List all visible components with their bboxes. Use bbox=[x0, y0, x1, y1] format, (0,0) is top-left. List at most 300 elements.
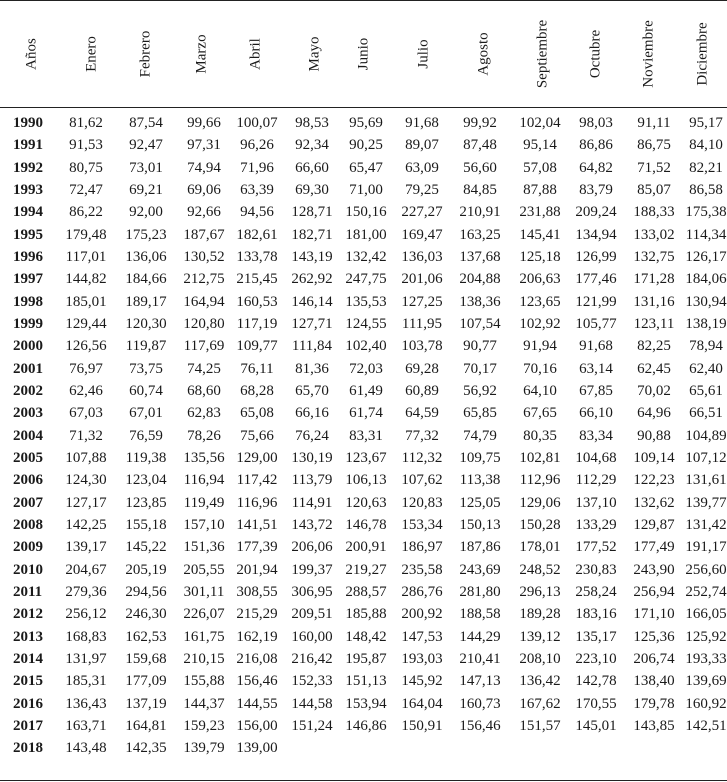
value-cell: 65,61 bbox=[689, 382, 723, 399]
table-row bbox=[0, 201, 727, 223]
value-cell: 201,06 bbox=[401, 271, 443, 288]
value-cell: 130,52 bbox=[183, 248, 225, 265]
value-cell: 74,94 bbox=[187, 159, 221, 176]
value-cell: 169,47 bbox=[401, 226, 443, 243]
value-cell: 150,28 bbox=[519, 516, 561, 533]
value-cell: 301,11 bbox=[183, 583, 225, 600]
value-cell: 139,77 bbox=[685, 494, 727, 511]
value-cell: 138,19 bbox=[685, 315, 727, 332]
column-header bbox=[523, 1, 563, 107]
value-cell: 77,32 bbox=[405, 427, 439, 444]
value-cell: 137,68 bbox=[459, 248, 501, 265]
column-header bbox=[629, 1, 669, 107]
year-cell: 1999 bbox=[13, 315, 43, 332]
value-cell: 139,79 bbox=[183, 740, 225, 757]
column-header bbox=[72, 1, 112, 107]
value-cell: 208,10 bbox=[519, 650, 561, 667]
value-cell: 195,87 bbox=[345, 650, 387, 667]
column-header bbox=[126, 1, 166, 107]
value-cell: 230,83 bbox=[575, 561, 617, 578]
value-cell: 82,21 bbox=[689, 159, 723, 176]
value-cell: 62,83 bbox=[187, 405, 221, 422]
value-cell: 81,36 bbox=[295, 360, 329, 377]
year-cell: 2007 bbox=[13, 494, 43, 511]
value-cell: 109,14 bbox=[633, 449, 675, 466]
value-cell: 143,85 bbox=[633, 717, 675, 734]
value-cell: 162,53 bbox=[125, 628, 167, 645]
column-header-label: Noviembre bbox=[640, 20, 657, 88]
column-header bbox=[295, 1, 335, 107]
value-cell: 133,78 bbox=[236, 248, 278, 265]
value-cell: 107,88 bbox=[65, 449, 107, 466]
value-cell: 281,80 bbox=[459, 583, 501, 600]
value-cell: 69,06 bbox=[187, 181, 221, 198]
value-cell: 150,13 bbox=[459, 516, 501, 533]
value-cell: 186,97 bbox=[401, 539, 443, 556]
value-cell: 109,75 bbox=[459, 449, 501, 466]
value-cell: 86,86 bbox=[579, 137, 613, 154]
value-cell: 171,28 bbox=[633, 271, 675, 288]
value-cell: 91,94 bbox=[523, 338, 557, 355]
table-row bbox=[0, 581, 727, 603]
value-cell: 141,51 bbox=[236, 516, 278, 533]
value-cell: 160,92 bbox=[685, 695, 727, 712]
value-cell: 204,88 bbox=[459, 271, 501, 288]
value-cell: 123,85 bbox=[125, 494, 167, 511]
value-cell: 288,57 bbox=[345, 583, 387, 600]
year-cell: 1991 bbox=[13, 137, 43, 154]
value-cell: 61,74 bbox=[349, 405, 383, 422]
value-cell: 76,59 bbox=[129, 427, 163, 444]
value-cell: 147,53 bbox=[401, 628, 443, 645]
value-cell: 145,01 bbox=[575, 717, 617, 734]
value-cell: 71,96 bbox=[240, 159, 274, 176]
value-cell: 73,75 bbox=[129, 360, 163, 377]
value-cell: 64,96 bbox=[637, 405, 671, 422]
value-cell: 126,56 bbox=[65, 338, 107, 355]
value-cell: 100,07 bbox=[236, 115, 278, 131]
value-cell: 70,16 bbox=[523, 360, 557, 377]
year-cell: 2000 bbox=[13, 338, 43, 355]
value-cell: 150,91 bbox=[401, 717, 443, 734]
column-header-label: Septiembre bbox=[534, 19, 551, 89]
year-cell: 2003 bbox=[13, 405, 43, 422]
value-cell: 72,47 bbox=[69, 181, 103, 198]
value-cell: 308,55 bbox=[236, 583, 278, 600]
year-cell: 2012 bbox=[13, 606, 43, 623]
value-cell: 61,49 bbox=[349, 382, 383, 399]
table-row bbox=[0, 179, 727, 201]
value-cell: 226,07 bbox=[183, 606, 225, 623]
value-cell: 126,17 bbox=[685, 248, 727, 265]
value-cell: 170,55 bbox=[575, 695, 617, 712]
value-cell: 64,59 bbox=[405, 405, 439, 422]
value-cell: 168,83 bbox=[65, 628, 107, 645]
value-cell: 112,32 bbox=[401, 449, 443, 466]
value-cell: 65,70 bbox=[295, 382, 329, 399]
column-header bbox=[404, 1, 444, 107]
value-cell: 151,57 bbox=[519, 717, 561, 734]
value-cell: 185,88 bbox=[345, 606, 387, 623]
value-cell: 146,78 bbox=[345, 516, 387, 533]
value-cell: 125,92 bbox=[685, 628, 727, 645]
table-row bbox=[0, 291, 727, 313]
value-cell: 134,94 bbox=[575, 226, 617, 243]
value-cell: 99,92 bbox=[463, 115, 497, 131]
value-cell: 210,15 bbox=[183, 650, 225, 667]
value-cell: 125,05 bbox=[459, 494, 501, 511]
value-cell: 142,25 bbox=[65, 516, 107, 533]
value-cell: 193,03 bbox=[401, 650, 443, 667]
table-row bbox=[0, 715, 727, 737]
value-cell: 74,79 bbox=[463, 427, 497, 444]
column-header-label: Agosto bbox=[475, 32, 492, 76]
value-cell: 200,92 bbox=[401, 606, 443, 623]
value-cell: 177,52 bbox=[575, 539, 617, 556]
value-cell: 206,63 bbox=[519, 271, 561, 288]
year-cell: 2009 bbox=[13, 539, 43, 556]
value-cell: 142,51 bbox=[685, 717, 727, 734]
value-cell: 143,19 bbox=[291, 248, 333, 265]
value-cell: 184,06 bbox=[685, 271, 727, 288]
value-cell: 177,49 bbox=[633, 539, 675, 556]
value-cell: 98,53 bbox=[295, 115, 329, 131]
value-cell: 131,42 bbox=[685, 516, 727, 533]
column-header bbox=[344, 1, 384, 107]
column-header bbox=[12, 1, 52, 107]
value-cell: 64,10 bbox=[523, 382, 557, 399]
table-row bbox=[0, 626, 727, 648]
value-cell: 175,23 bbox=[125, 226, 167, 243]
value-cell: 205,55 bbox=[183, 561, 225, 578]
table-row bbox=[0, 402, 727, 424]
value-cell: 243,90 bbox=[633, 561, 675, 578]
value-cell: 120,30 bbox=[125, 315, 167, 332]
value-cell: 188,33 bbox=[633, 204, 675, 221]
value-cell: 167,62 bbox=[519, 695, 561, 712]
value-cell: 142,78 bbox=[575, 673, 617, 690]
value-cell: 131,97 bbox=[65, 650, 107, 667]
value-cell: 60,74 bbox=[129, 382, 163, 399]
value-cell: 152,33 bbox=[291, 673, 333, 690]
value-cell: 137,19 bbox=[125, 695, 167, 712]
value-cell: 179,78 bbox=[633, 695, 675, 712]
value-cell: 200,91 bbox=[345, 539, 387, 556]
column-header-label: Enero bbox=[83, 36, 100, 72]
value-cell: 210,91 bbox=[459, 204, 501, 221]
value-cell: 142,35 bbox=[125, 740, 167, 757]
value-cell: 136,06 bbox=[125, 248, 167, 265]
value-cell: 69,28 bbox=[405, 360, 439, 377]
year-cell: 2013 bbox=[13, 628, 43, 645]
value-cell: 160,00 bbox=[291, 628, 333, 645]
value-cell: 120,80 bbox=[183, 315, 225, 332]
value-cell: 171,10 bbox=[633, 606, 675, 623]
value-cell: 187,67 bbox=[183, 226, 225, 243]
value-cell: 127,25 bbox=[401, 293, 443, 310]
value-cell: 131,16 bbox=[633, 293, 675, 310]
value-cell: 67,85 bbox=[579, 382, 613, 399]
value-cell: 209,51 bbox=[291, 606, 333, 623]
value-cell: 97,31 bbox=[187, 137, 221, 154]
value-cell: 132,62 bbox=[633, 494, 675, 511]
year-cell: 1997 bbox=[13, 271, 43, 288]
value-cell: 91,11 bbox=[637, 115, 671, 131]
value-cell: 70,17 bbox=[463, 360, 497, 377]
value-cell: 119,87 bbox=[125, 338, 167, 355]
value-cell: 256,60 bbox=[685, 561, 727, 578]
value-cell: 128,71 bbox=[291, 204, 333, 221]
value-cell: 133,29 bbox=[575, 516, 617, 533]
value-cell: 69,21 bbox=[129, 181, 163, 198]
value-cell: 104,68 bbox=[575, 449, 617, 466]
value-cell: 132,42 bbox=[345, 248, 387, 265]
table-row bbox=[0, 224, 727, 246]
value-cell: 161,75 bbox=[183, 628, 225, 645]
value-cell: 116,96 bbox=[236, 494, 278, 511]
value-cell: 66,16 bbox=[295, 405, 329, 422]
value-cell: 135,17 bbox=[575, 628, 617, 645]
value-cell: 150,16 bbox=[345, 204, 387, 221]
value-cell: 89,07 bbox=[405, 137, 439, 154]
value-cell: 212,75 bbox=[183, 271, 225, 288]
value-cell: 162,19 bbox=[236, 628, 278, 645]
value-cell: 130,94 bbox=[685, 293, 727, 310]
value-cell: 219,27 bbox=[345, 561, 387, 578]
value-cell: 209,24 bbox=[575, 204, 617, 221]
value-cell: 102,40 bbox=[345, 338, 387, 355]
table-row bbox=[0, 514, 727, 536]
value-cell: 79,25 bbox=[405, 181, 439, 198]
value-cell: 62,45 bbox=[637, 360, 671, 377]
year-cell: 2002 bbox=[13, 382, 43, 399]
column-header-label: Febrero bbox=[137, 30, 154, 78]
value-cell: 123,65 bbox=[519, 293, 561, 310]
value-cell: 91,68 bbox=[579, 338, 613, 355]
value-cell: 193,33 bbox=[685, 650, 727, 667]
value-cell: 306,95 bbox=[291, 583, 333, 600]
value-cell: 166,05 bbox=[685, 606, 727, 623]
value-cell: 95,69 bbox=[349, 115, 383, 131]
value-cell: 133,02 bbox=[633, 226, 675, 243]
table-row bbox=[0, 469, 727, 491]
value-cell: 201,94 bbox=[236, 561, 278, 578]
value-cell: 80,35 bbox=[523, 427, 557, 444]
value-cell: 262,92 bbox=[291, 271, 333, 288]
value-cell: 66,10 bbox=[579, 405, 613, 422]
value-cell: 144,58 bbox=[291, 695, 333, 712]
value-cell: 235,58 bbox=[401, 561, 443, 578]
value-cell: 188,58 bbox=[459, 606, 501, 623]
value-cell: 75,66 bbox=[240, 427, 274, 444]
year-cell: 2015 bbox=[13, 673, 43, 690]
value-cell: 125,18 bbox=[519, 248, 561, 265]
value-cell: 81,62 bbox=[69, 115, 103, 131]
value-cell: 113,38 bbox=[459, 472, 501, 489]
value-cell: 123,67 bbox=[345, 449, 387, 466]
year-cell: 2017 bbox=[13, 717, 43, 734]
column-header-label: Marzo bbox=[193, 34, 210, 74]
value-cell: 185,01 bbox=[65, 293, 107, 310]
table-row bbox=[0, 268, 727, 290]
value-cell: 246,30 bbox=[125, 606, 167, 623]
value-cell: 135,53 bbox=[345, 293, 387, 310]
value-cell: 130,19 bbox=[291, 449, 333, 466]
value-cell: 123,11 bbox=[633, 315, 675, 332]
value-cell: 111,95 bbox=[401, 315, 443, 332]
value-cell: 215,45 bbox=[236, 271, 278, 288]
value-cell: 95,14 bbox=[523, 137, 557, 154]
column-header bbox=[464, 1, 504, 107]
value-cell: 294,56 bbox=[125, 583, 167, 600]
year-cell: 1990 bbox=[13, 115, 43, 131]
value-cell: 63,39 bbox=[240, 181, 274, 198]
value-cell: 99,66 bbox=[187, 115, 221, 131]
value-cell: 160,73 bbox=[459, 695, 501, 712]
value-cell: 178,01 bbox=[519, 539, 561, 556]
value-cell: 182,71 bbox=[291, 226, 333, 243]
value-cell: 179,48 bbox=[65, 226, 107, 243]
value-cell: 216,08 bbox=[236, 650, 278, 667]
value-cell: 80,75 bbox=[69, 159, 103, 176]
value-cell: 102,04 bbox=[519, 115, 561, 131]
value-cell: 183,16 bbox=[575, 606, 617, 623]
value-cell: 109,77 bbox=[236, 338, 278, 355]
value-cell: 131,61 bbox=[685, 472, 727, 489]
value-cell: 143,72 bbox=[291, 516, 333, 533]
value-cell: 258,24 bbox=[575, 583, 617, 600]
value-cell: 112,29 bbox=[575, 472, 617, 489]
value-cell: 122,23 bbox=[633, 472, 675, 489]
year-cell: 2010 bbox=[13, 561, 43, 578]
value-cell: 68,28 bbox=[240, 382, 274, 399]
value-cell: 91,53 bbox=[69, 137, 103, 154]
value-cell: 157,10 bbox=[183, 516, 225, 533]
value-cell: 129,44 bbox=[65, 315, 107, 332]
column-header-label: Abril bbox=[247, 38, 264, 70]
value-cell: 144,82 bbox=[65, 271, 107, 288]
value-cell: 63,14 bbox=[579, 360, 613, 377]
value-cell: 69,30 bbox=[295, 181, 329, 198]
value-cell: 85,07 bbox=[637, 181, 671, 198]
value-cell: 57,08 bbox=[523, 159, 557, 176]
table-row bbox=[0, 447, 727, 469]
value-cell: 129,87 bbox=[633, 516, 675, 533]
value-cell: 86,22 bbox=[69, 204, 103, 221]
column-header bbox=[182, 1, 222, 107]
value-cell: 137,10 bbox=[575, 494, 617, 511]
table-row bbox=[0, 112, 727, 134]
year-cell: 2005 bbox=[13, 449, 43, 466]
value-cell: 129,06 bbox=[519, 494, 561, 511]
value-cell: 155,18 bbox=[125, 516, 167, 533]
header-rule bbox=[0, 107, 727, 108]
year-cell: 1995 bbox=[13, 226, 43, 243]
value-cell: 215,29 bbox=[236, 606, 278, 623]
table-row bbox=[0, 335, 727, 357]
value-cell: 74,25 bbox=[187, 360, 221, 377]
value-cell: 119,38 bbox=[125, 449, 167, 466]
year-cell: 2018 bbox=[13, 740, 43, 757]
table-row bbox=[0, 358, 727, 380]
value-cell: 164,81 bbox=[125, 717, 167, 734]
value-cell: 175,38 bbox=[685, 204, 727, 221]
value-cell: 139,12 bbox=[519, 628, 561, 645]
value-cell: 71,32 bbox=[69, 427, 103, 444]
value-cell: 113,79 bbox=[291, 472, 333, 489]
value-cell: 132,75 bbox=[633, 248, 675, 265]
value-cell: 184,66 bbox=[125, 271, 167, 288]
value-cell: 120,83 bbox=[401, 494, 443, 511]
value-cell: 296,13 bbox=[519, 583, 561, 600]
value-cell: 87,54 bbox=[129, 115, 163, 131]
value-cell: 66,60 bbox=[295, 159, 329, 176]
value-cell: 107,12 bbox=[685, 449, 727, 466]
value-cell: 144,55 bbox=[236, 695, 278, 712]
value-cell: 127,71 bbox=[291, 315, 333, 332]
value-cell: 243,69 bbox=[459, 561, 501, 578]
table-row bbox=[0, 559, 727, 581]
value-cell: 151,24 bbox=[291, 717, 333, 734]
value-cell: 164,94 bbox=[183, 293, 225, 310]
value-cell: 248,52 bbox=[519, 561, 561, 578]
value-cell: 65,47 bbox=[349, 159, 383, 176]
value-cell: 104,89 bbox=[685, 427, 727, 444]
value-cell: 60,89 bbox=[405, 382, 439, 399]
value-cell: 129,00 bbox=[236, 449, 278, 466]
value-cell: 83,34 bbox=[579, 427, 613, 444]
value-cell: 199,37 bbox=[291, 561, 333, 578]
value-cell: 160,53 bbox=[236, 293, 278, 310]
column-header-label: Mayo bbox=[306, 36, 323, 72]
value-cell: 136,43 bbox=[65, 695, 107, 712]
value-cell: 92,47 bbox=[129, 137, 163, 154]
value-cell: 136,42 bbox=[519, 673, 561, 690]
value-cell: 83,31 bbox=[349, 427, 383, 444]
table-row bbox=[0, 380, 727, 402]
value-cell: 117,69 bbox=[183, 338, 225, 355]
value-cell: 163,71 bbox=[65, 717, 107, 734]
year-cell: 1992 bbox=[13, 159, 43, 176]
value-cell: 68,60 bbox=[187, 382, 221, 399]
value-cell: 87,88 bbox=[523, 181, 557, 198]
value-cell: 82,25 bbox=[637, 338, 671, 355]
table-row bbox=[0, 536, 727, 558]
value-cell: 163,25 bbox=[459, 226, 501, 243]
value-cell: 117,01 bbox=[65, 248, 107, 265]
table-header bbox=[0, 1, 727, 107]
value-cell: 105,77 bbox=[575, 315, 617, 332]
value-cell: 121,99 bbox=[575, 293, 617, 310]
value-cell: 135,56 bbox=[183, 449, 225, 466]
value-cell: 216,42 bbox=[291, 650, 333, 667]
table-row bbox=[0, 737, 727, 759]
value-cell: 90,77 bbox=[463, 338, 497, 355]
value-cell: 87,48 bbox=[463, 137, 497, 154]
value-cell: 146,14 bbox=[291, 293, 333, 310]
value-cell: 205,19 bbox=[125, 561, 167, 578]
value-cell: 181,00 bbox=[345, 226, 387, 243]
value-cell: 95,17 bbox=[689, 115, 723, 131]
value-cell: 71,52 bbox=[637, 159, 671, 176]
value-cell: 76,24 bbox=[295, 427, 329, 444]
column-header-label: Diciembre bbox=[694, 22, 711, 86]
value-cell: 144,37 bbox=[183, 695, 225, 712]
bottom-rule bbox=[0, 780, 727, 781]
value-cell: 145,22 bbox=[125, 539, 167, 556]
value-cell: 76,11 bbox=[240, 360, 274, 377]
value-cell: 153,34 bbox=[401, 516, 443, 533]
